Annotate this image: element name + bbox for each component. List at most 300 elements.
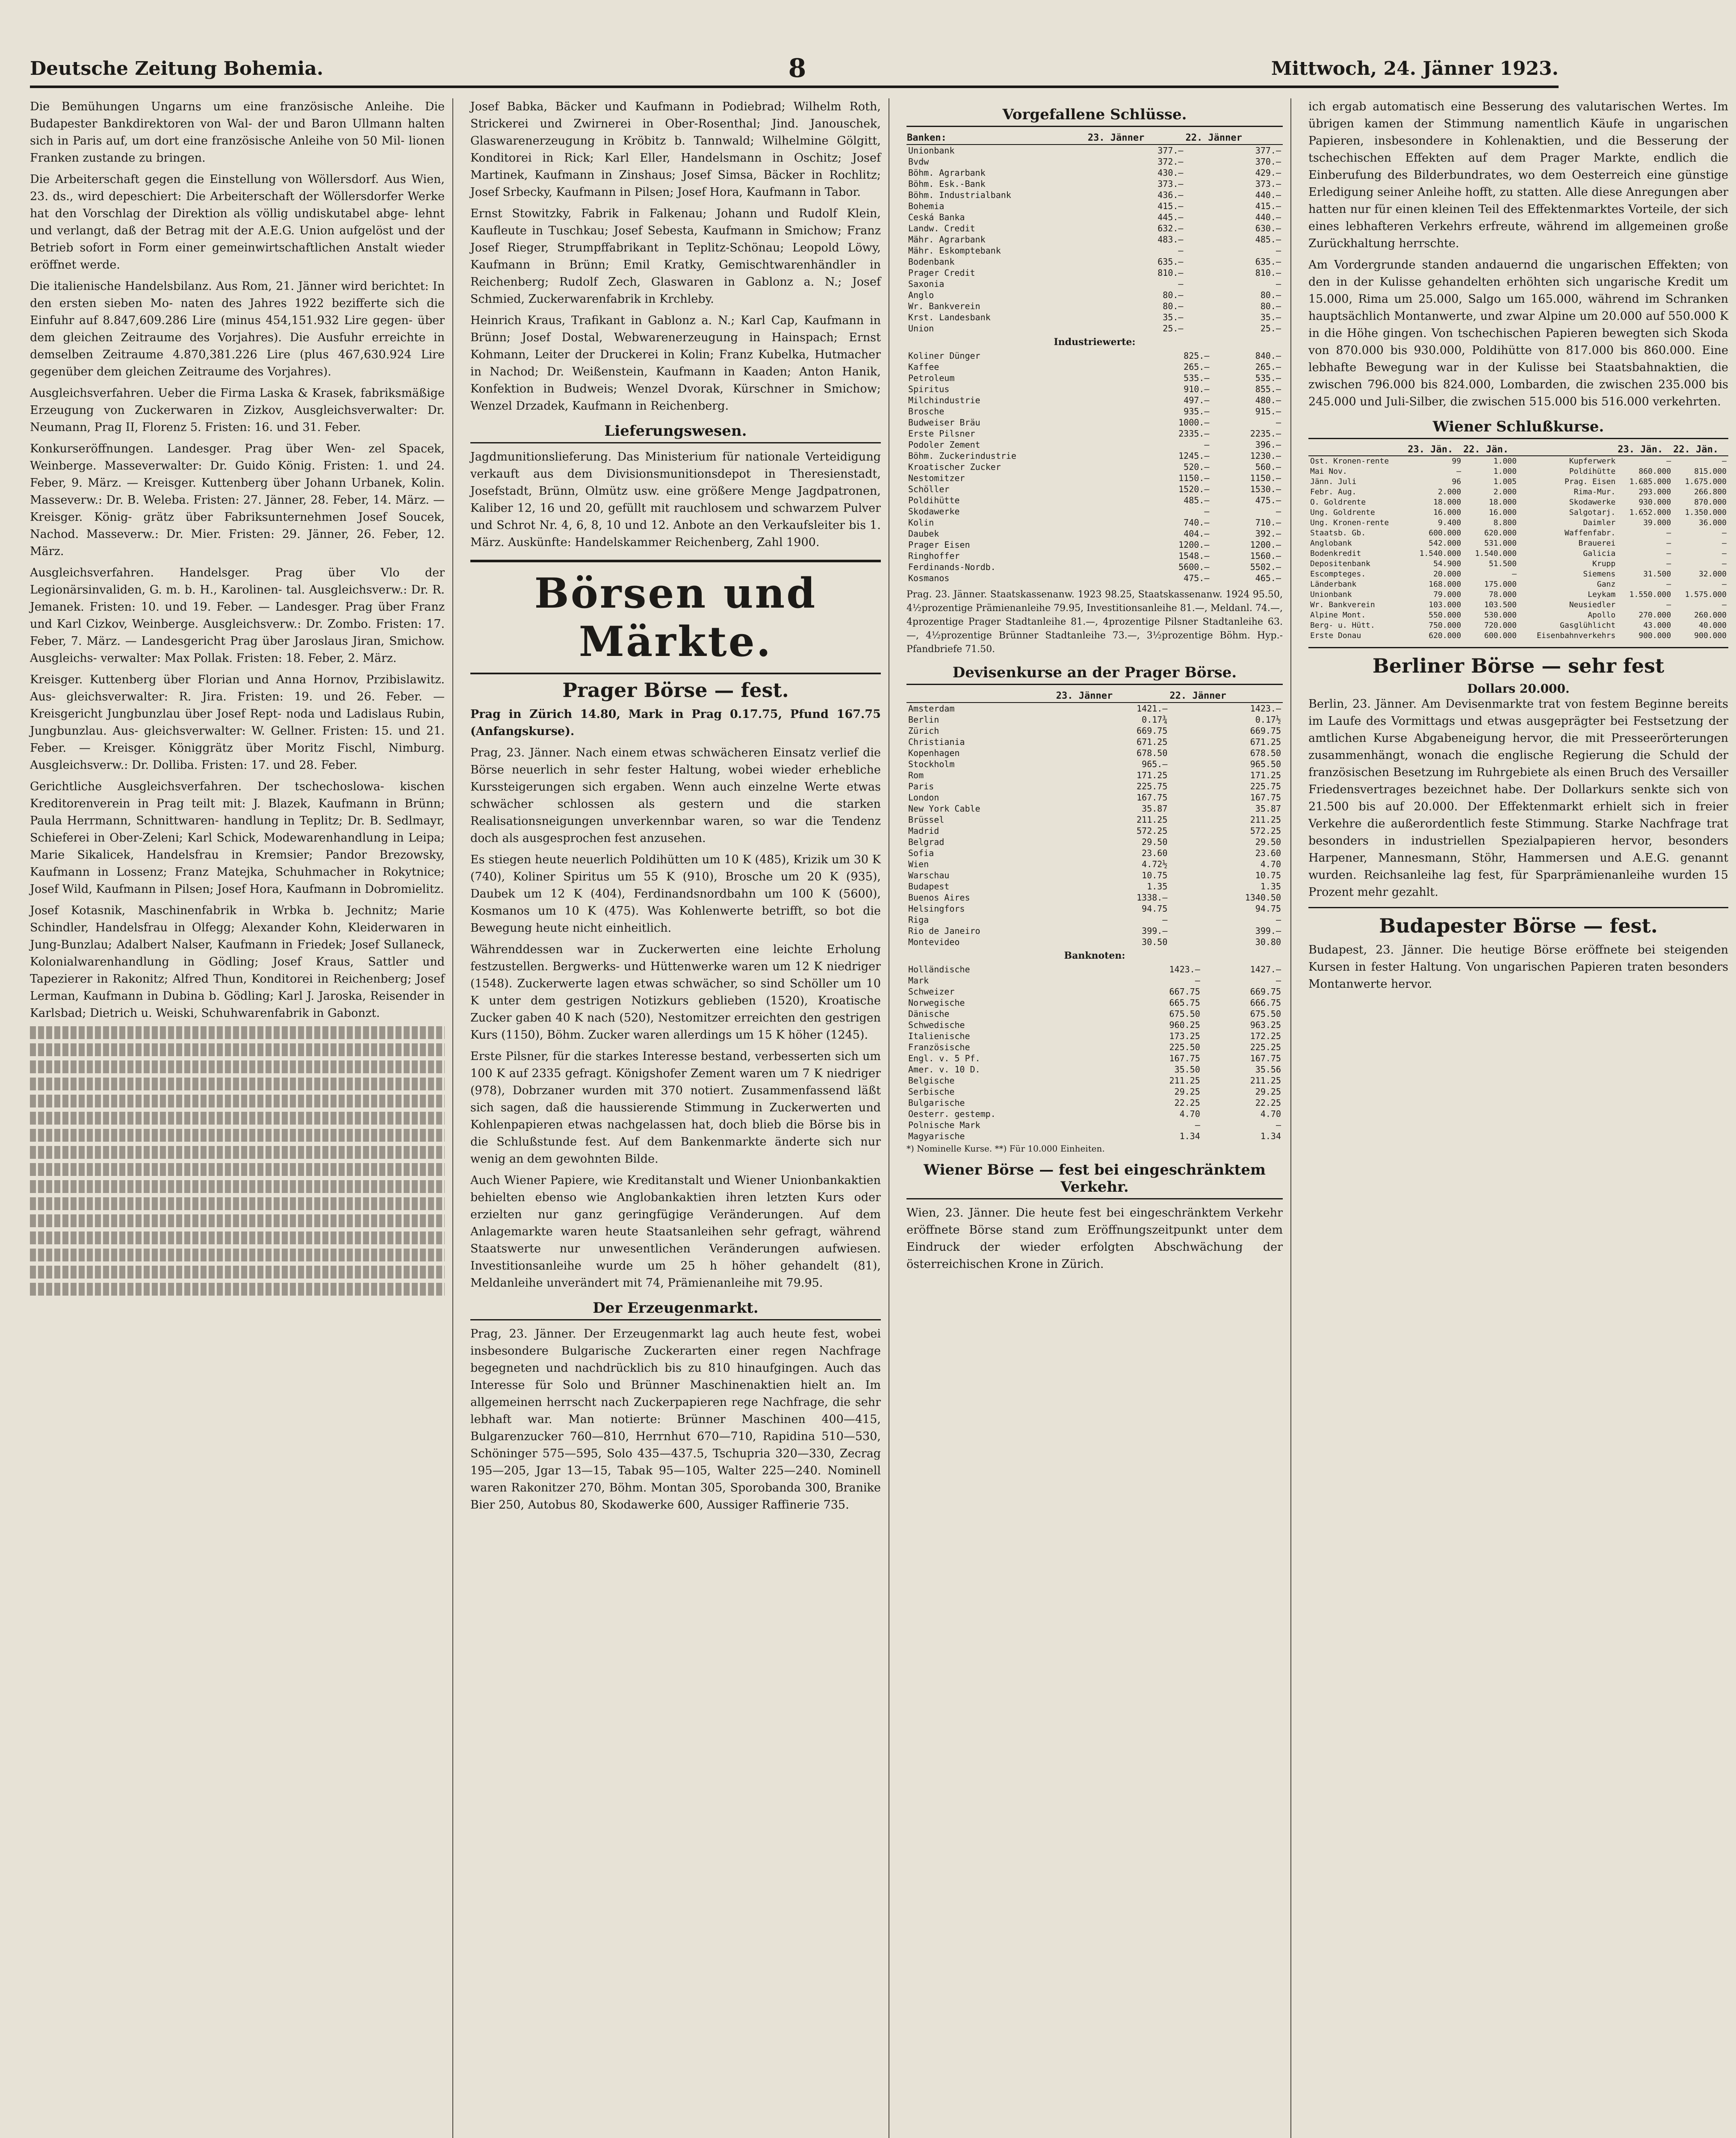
column-header xyxy=(1518,444,1617,456)
table-cell: 900.000 xyxy=(1694,631,1727,640)
table-cell: 870.000 xyxy=(1694,498,1727,507)
vienna-closing-row xyxy=(1308,610,1728,620)
article-paragraph: Am Vordergrunde standen andauernd die ungarischen Effekten; von den in der Kulisse gehandelten erhöhten sich ungarische Kredit um 15.000, Rima um 25.000, Salgo um 165.000, während im Schranken hauptsächlich Montanwerte, und zwar Alpine um 20.000 auf 550.000 K in die Höhe gingen. Von tschechischen Papieren bewegten sich Skoda von 870.000 bis 930.000, Poldihütte von 817.000 bis 860.000. Eine lebhafte Bewegung war in der Kulisse bei Staatsbahnaktien, die zwischen 796.000 bis 824.000, Lombarden, die zwischen 235.000 bis 245.000 und Juli-Silber, die zwischen 515.000 bis 516.000 verkehrten. xyxy=(1308,258,1728,408)
table-cell: Oesterr. gestemp. xyxy=(908,1109,996,1119)
table-cell: Ferdinands-Nordb. xyxy=(908,562,996,572)
article-paragraph: Die Bemühungen Ungarns um eine französische Anleihe. Die Budapester Bankdirektoren von Wal- der und Baron Ullmann halten sich in Paris auf, um dort eine französische Anleihe von 50 Mil- lionen Franken zustande zu bringen. xyxy=(30,100,445,165)
table-cell: 0.17¾ xyxy=(1142,715,1168,725)
table-cell: 635.— xyxy=(1157,257,1184,267)
table-cell: 80.— xyxy=(1260,290,1281,300)
vienna-closing-table xyxy=(1308,444,1728,641)
table-cell: 1.000 xyxy=(1493,467,1517,476)
table-cell: 5502.— xyxy=(1250,562,1281,572)
industry-row xyxy=(906,372,1283,384)
table-cell: 678.50 xyxy=(1137,748,1168,758)
article-paragraph: Ausgleichsverfahren. Ueber die Firma Laska & Krasek, fabriksmäßige Erzeugung von Zuckerwaren in Zizkov, Ausgleichsverwalter: Dr. Neumann, Prag II, Florenz 5. Fristen: 16. und 31. Feber. xyxy=(30,387,445,434)
table-cell: 175.000 xyxy=(1484,580,1517,589)
table-cell: — xyxy=(1722,539,1727,548)
prague-report-paragraph: Erste Pilsner, für die starkes Interesse bestand, verbesserten sich um 100 K auf 2335 gefragt. Königshofer Zement waren um 7 K niedriger (978), Dobrzaner wurden mit 370 notiert. Zusammenfassend läßt sich sagen, daß die haussierende Stimmung in Zuckerwerten und Kohlenpapieren etwas nachgelassen hat, doch blieb die Börse bis in die Schlußstunde fest. Auf dem Bankenmarkte änderte sich nur wenig an dem gewohnten Bilde. xyxy=(470,1050,881,1166)
table-cell: 23.60 xyxy=(1142,848,1168,858)
exchange-rate-row xyxy=(906,914,1283,925)
article-paragraph: Konkurseröffnungen. Landesger. Prag über Wen- zel Spacek, Weinberge. Masseverwalter: Dr. Guido König. Fristen: 1. und 24. Feber, 9. März. — Kreisger. Kuttenberg über Johann Urbanek, Kolin. Masseverw.: Dr. B. Weleba. Fristen: 27. Jänner, 28. Feber, 14. März. — Kreisger. König- grätz über Fabriksunternehmen Josef Soucek, Nachod. Masseverw.: Dr. Mier. Fristen: 29. Jänner, 26. Feber, 12. März. xyxy=(30,442,445,558)
exchange-rate-row xyxy=(906,714,1283,725)
table-cell: 377.— xyxy=(1157,145,1184,156)
table-cell: 620.000 xyxy=(1429,631,1461,640)
table-cell: 10.75 xyxy=(1142,870,1168,880)
industry-row xyxy=(906,450,1283,461)
table-cell: 43.000 xyxy=(1643,621,1671,630)
bank-row xyxy=(906,323,1283,334)
table-cell: 930.000 xyxy=(1639,498,1671,507)
table-cell: 225.50 xyxy=(1169,1042,1200,1052)
table-cell: Montevideo xyxy=(908,937,960,947)
banknote-row xyxy=(906,1042,1283,1053)
table-cell: 260.000 xyxy=(1694,611,1727,620)
article-paragraph: Die italienische Handelsbilanz. Aus Rom, 21. Jänner wird berichtet: In den ersten sieben Mo- naten des Jahres 1922 bezifferte sich die Einfuhr auf 8.847,609.286 Lire (minus 454,151.932 Lire gegen- über dem gleichen Zeitraume des Vorjahres). Die Ausfuhr erreichte in demselben Zeitraume 4.870,381.226 Lire (plus 467,630.924 Lire gegenüber dem gleichen Zeitraume des Vorjahres). xyxy=(30,280,445,378)
table-cell: 1.000 xyxy=(1493,457,1517,466)
industry-shares-table xyxy=(906,350,1283,584)
table-cell: Wien xyxy=(908,859,929,869)
table-cell: 35.56 xyxy=(1255,1064,1281,1075)
table-cell: Poldihütte xyxy=(1569,467,1616,476)
column-2 xyxy=(470,98,889,2138)
industry-row xyxy=(906,472,1283,484)
table-cell: Madrid xyxy=(908,826,939,836)
table-cell: Christiania xyxy=(908,737,965,747)
banknote-row xyxy=(906,1008,1283,1019)
notice-heading: Lieferungswesen. xyxy=(470,422,881,443)
closing-deals-heading: Vorgefallene Schlüsse. xyxy=(906,106,1283,127)
table-cell: Podoler Zement xyxy=(908,440,980,450)
table-cell: — xyxy=(1666,580,1671,589)
budapest-exchange-heading: Budapester Börse — fest. xyxy=(1379,914,1658,937)
table-cell: Paris xyxy=(908,781,934,791)
table-cell: — xyxy=(1275,975,1281,986)
table-cell: 840.— xyxy=(1255,351,1281,361)
industry-row xyxy=(906,528,1283,539)
banknote-row xyxy=(906,1108,1283,1119)
table-cell: Serbische xyxy=(908,1087,955,1097)
table-cell: Staatsb. Gb. xyxy=(1310,529,1366,537)
table-cell: 4.70 xyxy=(1260,1109,1281,1119)
table-cell: 9.400 xyxy=(1438,518,1461,527)
table-cell: 675.50 xyxy=(1169,1009,1200,1019)
column-header: 22. Jän. xyxy=(1673,444,1728,456)
table-cell: 40.000 xyxy=(1698,621,1727,630)
banknote-row xyxy=(906,1064,1283,1075)
column-4-articles xyxy=(1308,98,1728,410)
table-cell: Schöller xyxy=(908,484,950,494)
table-cell: 1.34 xyxy=(1179,1131,1200,1141)
table-cell: Koliner Dünger xyxy=(908,351,980,361)
table-cell: 429.— xyxy=(1255,168,1281,178)
table-cell: 1338.— xyxy=(1137,892,1168,903)
banknote-row xyxy=(906,1031,1283,1042)
table-cell: 860.000 xyxy=(1639,467,1671,476)
table-cell: 1423.— xyxy=(1169,964,1200,975)
table-cell: Bohemia xyxy=(908,201,945,211)
table-cell: 266.800 xyxy=(1694,487,1727,496)
table-cell: 396.— xyxy=(1255,440,1281,450)
prague-report-paragraph: Es stiegen heute neuerlich Poldihütten um 10 K (485), Krizik um 30 K (740), Koliner Spiritus um 55 K (910), Brosche um 20 K (935), Daubek um 12 K (404), Ferdinandsnordbahn um 100 K (5600), Kosmanos um 10 K (475). Was Kohlenwerte betrifft, so bot die Bewegung heute nicht einheitlich. xyxy=(470,853,881,935)
table-cell: 29.25 xyxy=(1255,1087,1281,1097)
table-cell: Kupferwerk xyxy=(1569,457,1616,466)
table-cell: 440.— xyxy=(1255,190,1281,200)
table-cell: Ung. Kronen-rente xyxy=(1310,518,1389,527)
table-cell: 572.25 xyxy=(1250,826,1281,836)
bank-row xyxy=(906,145,1283,156)
bank-row xyxy=(906,156,1283,167)
banknotes-footnote: *) Nominelle Kurse. **) Für 10.000 Einheiten. xyxy=(906,1143,1105,1154)
table-cell: Landw. Credit xyxy=(908,223,975,233)
exchange-rate-row xyxy=(906,881,1283,892)
table-cell: Jänn. Juli xyxy=(1310,477,1357,486)
industry-row xyxy=(906,573,1283,584)
table-cell: Rom xyxy=(908,770,924,780)
table-cell: Helsingfors xyxy=(908,904,965,914)
table-cell: Engl. v. 5 Pf. xyxy=(908,1053,980,1063)
table-cell: 480.— xyxy=(1255,395,1281,405)
table-cell: 51.500 xyxy=(1488,559,1517,568)
article-paragraph: Josef Babka, Bäcker und Kaufmann in Podiebrad; Wilhelm Roth, Strickerei und Zwirnerei in Ober-Rosenthal; Jind. Janouschek, Glaswarenerzeugung in Kröbitz b. Tannwald; Wilhelmine Gölgitt, Konditorei in Rick; Karl Eller, Handelsmann in Oschitz; Josef Martinek, Kaufmann in Zinshaus; Josef Simsa, Bäcker in Rochlitz; Josef Srbecky, Kaufmann in Pilsen; Josef Hora, Kaufmann in Tabor. xyxy=(470,100,881,199)
table-cell: — xyxy=(1456,467,1461,476)
table-cell: Mai Nov. xyxy=(1310,467,1347,476)
table-cell: 373.— xyxy=(1255,179,1281,189)
table-cell: Mähr. Eskomptebank xyxy=(908,245,1001,256)
table-cell: 740.— xyxy=(1184,517,1210,528)
table-cell: 373.— xyxy=(1157,179,1184,189)
article-paragraph: Gerichtliche Ausgleichsverfahren. Der tschechoslowa- kischen Kreditorenverein in Prag teilt mit: J. Blazek, Kaufmann in Brünn; Paula Herrmann, Schnittwaren- handlung in Teplitz; Dr. B. Sedlmayr, Schieferei in Ober-Zeleni; Karl Schick, Modewarenhandlung in Leipa; Marie Sikalicek, Handelsfrau in Kremsier; Pandor Brezowsky, Kaufmann in Lossenz; Franz Matejka, Schuhmacher in Rokytnice; Josef Wild, Kaufmann in Pilsen; Josef Hora, Kaufmann in Dobromielitz. xyxy=(30,780,445,896)
table-cell: 2235.— xyxy=(1250,428,1281,439)
column-1-continued-text xyxy=(30,1026,445,1296)
industry-row xyxy=(906,539,1283,550)
table-cell: 211.25 xyxy=(1250,1075,1281,1086)
bank-row xyxy=(906,312,1283,323)
table-cell: 370.— xyxy=(1255,157,1281,167)
table-cell: Leykam xyxy=(1588,590,1616,599)
vienna-closing-row xyxy=(1308,487,1728,497)
table-cell: 710.— xyxy=(1255,517,1281,528)
table-cell: — xyxy=(1722,600,1727,609)
bank-shares-table xyxy=(906,132,1283,334)
industry-row xyxy=(906,350,1283,361)
table-cell: 1560.— xyxy=(1250,551,1281,561)
table-cell: 265.— xyxy=(1184,362,1210,372)
industry-row xyxy=(906,439,1283,450)
table-cell: Kosmanos xyxy=(908,573,950,583)
table-cell: 1200.— xyxy=(1178,540,1210,550)
table-cell: 720.000 xyxy=(1484,621,1517,630)
vienna-closing-row xyxy=(1308,538,1728,549)
table-cell: 293.000 xyxy=(1639,487,1671,496)
table-cell: London xyxy=(908,792,939,803)
banknote-row xyxy=(906,986,1283,997)
table-cell: Warschau xyxy=(908,870,950,880)
vienna-closing-row xyxy=(1308,590,1728,600)
bank-row xyxy=(906,223,1283,234)
prague-exchange-heading: Prager Börse — fest. xyxy=(562,679,789,702)
table-cell: 211.25 xyxy=(1169,1075,1200,1086)
table-cell: 810.— xyxy=(1157,268,1184,278)
article-paragraph: Ausgleichsverfahren. Handelsger. Prag über Vlo der Legionärsinvaliden, G. m. b. H., Karolinen- tal. Ausgleichsverw.: Dr. R. Jemanek. Fristen: 10. und 19. Feber. — Landesger. Prag über Franz und Karl Cizkov, Weinberge. Ausgleichsverw.: Dr. Zombo. Fristen: 17. Feber, 7. März. — Landesgericht Prag über Jaroslaus Jiran, Smichow. Ausgleichs- verwalter: Max Pollak. Fristen: 18. Feber, 2. März. xyxy=(30,566,445,665)
table-cell: Prag. Eisen xyxy=(1565,477,1616,486)
vienna-closing-row xyxy=(1308,569,1728,579)
article-paragraph: ich ergab automatisch eine Besserung des valutarischen Wertes. Im übrigen kamen der Stimmung namentlich Käufe in ungarischen Papieren, insbesondere in Kohlenaktien, und die Besserung der tschechischen Effekten auf dem Prager Markte, endlich die Einberufung des Bilderbundrates, wo dem Oesterreich eine günstige Erledigung seiner Anleihe hofft, zu statten. Alle diese Anregungen aber hatten nur für einen kleinen Teil des Effektenmarktes Vorteile, der sich eines lebhafteren Verkehrs erfreute, während im allgemeinen große Zurückhaltung herrschte. xyxy=(1308,100,1728,250)
table-cell: Böhm. Zuckerindustrie xyxy=(908,451,1016,461)
table-cell: 29.50 xyxy=(1142,837,1168,847)
markets-heading: Börsen und Märkte. xyxy=(470,560,881,674)
table-cell: Prager Credit xyxy=(908,268,975,278)
table-cell: 4.70 xyxy=(1260,859,1281,869)
exchange-rate-row xyxy=(906,770,1283,781)
produce-market-report: Prag, 23. Jänner. Der Erzeugenmarkt lag auch heute fest, wobei insbesondere Bulgarische Zuckerarten einer regen Nachfrage begegneten und nachdrücklich bis zu 810 hinaufgingen. Auch das Interesse für Solo und Brünner Maschinenaktien hielt an. Im allgemeinen herrscht nach Zuckerpapieren rege Nachfrage, die sehr lebhaft war. Man notierte: Brünner Maschinen 400—415, Bulgarenzucker 760—810, Herrnhut 670—710, Rapidina 510—530, Schöninger 575—595, Solo 435—437.5, Tschupria 320—330, Zecrag 195—205, Jgar 13—15, Tabak 95—105, Walter 225—240. Nominell waren Rakonitzer 270, Böhm. Montan 305, Sporobanda 300, Branike Bier 250, Autobus 80, Skodawerke 600, Aussiger Raffinerie 735. xyxy=(470,1327,881,1512)
vienna-exchange-heading: Wiener Börse — fest bei eingeschränktem Verkehr. xyxy=(906,1161,1283,1199)
masthead xyxy=(30,51,1559,88)
table-cell: Milchindustrie xyxy=(908,395,980,405)
table-cell: Italienische xyxy=(908,1031,970,1041)
prague-report xyxy=(470,744,881,1292)
prague-report-paragraph: Prag, 23. Jänner. Nach einem etwas schwächeren Einsatz verlief die Börse neuerlich in sehr fester Haltung, wobei wieder erhebliche Kurssteigerungen sich ergaben. Wenn auch einzelne Werte etwas schwächer schlossen als gestern und die starken Realisationsneigungen unverkennbar waren, so war die Tendenz doch als ausgesprochen fest anzusehen. xyxy=(470,746,881,845)
bank-row xyxy=(906,289,1283,301)
banknote-row xyxy=(906,1053,1283,1064)
vienna-closing-row xyxy=(1308,467,1728,477)
table-cell: 377.— xyxy=(1255,145,1281,156)
prague-report-paragraph: Auch Wiener Papiere, wie Kreditanstalt und Wiener Unionbankaktien behielten ebenso wie Anglobankaktien ihren letzten Kurs oder erzielten nur ganz geringfügige Veränderungen. Auf dem Anlagemarkte waren heute Staatsanleihen sehr gefragt, während Staatswerte nur unwesentlichen Veränderungen aufwiesen. Investitionsanleihe wurde um 25 h höher gehandelt (81), Meldanleihe unverändert mit 74, Prämienanleihe mit 79.95. xyxy=(470,1174,881,1290)
table-cell: 23.60 xyxy=(1255,848,1281,858)
table-cell: 430.— xyxy=(1157,168,1184,178)
table-cell: 4.70 xyxy=(1179,1109,1200,1119)
table-cell: 497.— xyxy=(1184,395,1210,405)
table-cell: 1520.— xyxy=(1178,484,1210,494)
table-cell: 531.000 xyxy=(1484,539,1517,548)
table-cell: Polnische Mark xyxy=(908,1120,980,1130)
bank-row xyxy=(906,245,1283,256)
industry-row xyxy=(906,495,1283,506)
table-cell: 1.675.000 xyxy=(1685,477,1727,486)
table-cell: Ganz xyxy=(1597,580,1616,589)
table-cell: — xyxy=(1666,529,1671,537)
table-cell: Erste Pilsner xyxy=(908,428,975,439)
table-cell: — xyxy=(1178,245,1184,256)
table-cell: 167.75 xyxy=(1250,1053,1281,1063)
article-paragraph: Kreisger. Kuttenberg über Florian und Anna Hornov, Przibislawitz. Aus- gleichsverwalter: R. Jira. Fristen: 19. und 26. Feber. — Kreisgericht Jungbunzlau über Josef Rept- noda und Ladislaus Rubin, Jungbunzlau. Aus- gleichsverwalter: W. Gellner. Fristen: 15. und 21. Feber. — Kreisger. Königgrätz über Moritz Fischl, Nimburg. Ausgleichsverw.: Dr. Dolliba. Fristen: 17. und 28. Feber. xyxy=(30,673,445,772)
article-paragraph: Heinrich Kraus, Trafikant in Gablonz a. N.; Karl Cap, Kaufmann in Brünn; Josef Dostal, Webwarenerzeugung in Hainspach; Ernst Kohmann, Leiter der Druckerei in Kolin; Franz Kubelka, Hutmacher in Nachod; Dr. Weißenstein, Kaufmann in Kaaden; Anton Hanik, Konfektion in Budweis; Wenzel Dvorak, Kürschner in Smichow; Wenzel Drzadek, Kaufmann in Reichenberg. xyxy=(470,314,881,413)
table-cell: Spiritus xyxy=(908,384,950,394)
banknote-row xyxy=(906,997,1283,1008)
table-cell: 35.87 xyxy=(1255,803,1281,814)
exchange-rate-row xyxy=(906,814,1283,825)
table-cell: 436.— xyxy=(1157,190,1184,200)
table-cell: Anglobank xyxy=(1310,539,1352,548)
table-cell: 36.000 xyxy=(1698,518,1727,527)
table-cell: 80.— xyxy=(1163,290,1184,300)
industry-row xyxy=(906,461,1283,472)
exchange-rates-heading: Devisenkurse an der Prager Börse. xyxy=(906,664,1283,685)
table-cell: 666.75 xyxy=(1250,998,1281,1008)
table-cell: Wr. Bankverein xyxy=(908,301,980,311)
table-cell: 1427.— xyxy=(1250,964,1281,975)
table-cell: 415.— xyxy=(1157,201,1184,211)
table-cell: 404.— xyxy=(1184,529,1210,539)
table-cell: 99 xyxy=(1452,457,1461,466)
table-cell: 632.— xyxy=(1157,223,1184,233)
table-cell: Rima-Mur. xyxy=(1574,487,1616,496)
table-cell: Schweizer xyxy=(908,986,955,997)
banknote-row xyxy=(906,975,1283,986)
table-cell: 1245.— xyxy=(1178,451,1210,461)
table-cell: 39.000 xyxy=(1643,518,1671,527)
exchange-rate-row xyxy=(906,759,1283,770)
table-cell: 392.— xyxy=(1255,529,1281,539)
table-cell: 172.25 xyxy=(1250,1031,1281,1041)
table-cell: 8.800 xyxy=(1493,518,1517,527)
column-2-articles xyxy=(470,98,881,415)
table-cell: Sofia xyxy=(908,848,934,858)
table-cell: 1421.— xyxy=(1137,703,1168,714)
exchange-rate-row xyxy=(906,825,1283,836)
table-cell: 25.— xyxy=(1163,323,1184,334)
table-cell: 372.— xyxy=(1157,157,1184,167)
table-cell: 1.34 xyxy=(1260,1131,1281,1141)
table-cell: Böhm. Agrarbank xyxy=(908,168,986,178)
table-cell: Böhm. Industrialbank xyxy=(908,190,1011,200)
column-header: 23. Jän. xyxy=(1617,444,1673,456)
table-cell: Waffenfabr. xyxy=(1565,529,1616,537)
table-cell: 35.— xyxy=(1163,312,1184,322)
table-cell: — xyxy=(1722,559,1727,568)
table-cell: 671.25 xyxy=(1250,737,1281,747)
table-cell: Zürich xyxy=(908,726,939,736)
table-cell: 22.25 xyxy=(1174,1098,1200,1108)
berlin-exchange-heading: Berliner Börse — sehr fest xyxy=(1372,654,1665,677)
column-1 xyxy=(30,98,453,2138)
table-cell: 550.000 xyxy=(1429,611,1461,620)
table-cell: 535.— xyxy=(1184,373,1210,383)
banknote-row xyxy=(906,1097,1283,1108)
table-cell: Krst. Landesbank xyxy=(908,312,991,322)
table-cell: 16.000 xyxy=(1433,508,1461,517)
table-cell: Brüssel xyxy=(908,815,945,825)
table-cell: 211.25 xyxy=(1137,815,1168,825)
article-paragraph: Josef Kotasnik, Maschinenfabrik in Wrbka b. Jechnitz; Marie Schindler, Handelsfrau in Olfegg; Alexander Kohn, Kleiderwaren in Jung-Bunzlau; Adalbert Nalser, Kaufmann in Friedek; Josef Sullaneck, Kolonialwarenhandlung in Gödling; Josef Kraus, Sattler und Tapezierer in Rakonitz; Alfred Thun, Konditorei in Reichenberg; Josef Lerman, Kaufmann in Dubina b. Gödling; Karl J. Jaroska, Reisender in Karlsbad; Dietrich u. Weiski, Schuhwarenfabrik in Gabonzt. xyxy=(30,904,445,1020)
table-cell: 935.— xyxy=(1184,406,1210,416)
table-cell: Riga xyxy=(908,915,929,925)
table-cell: 1230.— xyxy=(1250,451,1281,461)
column-3 xyxy=(906,98,1291,2138)
table-cell: 1.685.000 xyxy=(1629,477,1671,486)
banknote-row xyxy=(906,964,1283,975)
table-cell: — xyxy=(1722,549,1727,558)
exchange-rates-table xyxy=(906,690,1283,948)
table-cell: Depositenbank xyxy=(1310,559,1370,568)
bank-row xyxy=(906,278,1283,289)
table-cell: O. Goldrente xyxy=(1310,498,1366,507)
table-cell: 25.— xyxy=(1260,323,1281,334)
table-cell: 94.75 xyxy=(1255,904,1281,914)
table-cell: 825.— xyxy=(1184,351,1210,361)
table-cell: Kaffee xyxy=(908,362,939,372)
vienna-closing-row xyxy=(1308,600,1728,610)
industry-row xyxy=(906,384,1283,395)
table-cell: Länderbank xyxy=(1310,580,1357,589)
paper-name: Deutsche Zeitung Bohemia. xyxy=(30,57,324,80)
table-cell: 810.— xyxy=(1255,268,1281,278)
table-cell: Siemens xyxy=(1583,570,1616,579)
table-cell: 94.75 xyxy=(1142,904,1168,914)
table-cell: 520.— xyxy=(1184,462,1210,472)
vienna-closing-row xyxy=(1308,497,1728,508)
bank-row xyxy=(906,178,1283,189)
industry-row xyxy=(906,484,1283,495)
column-header: 22. Jänner xyxy=(1169,690,1283,703)
table-cell: 1.350.000 xyxy=(1685,508,1727,517)
table-cell: 211.25 xyxy=(1250,815,1281,825)
banknotes-table xyxy=(906,964,1283,1142)
table-cell: Amer. v. 10 D. xyxy=(908,1064,980,1075)
banknote-row xyxy=(906,1086,1283,1097)
table-cell: 30.80 xyxy=(1255,937,1281,947)
table-cell: 22.25 xyxy=(1255,1098,1281,1108)
table-cell: Bodenbank xyxy=(908,257,955,267)
industry-row xyxy=(906,361,1283,372)
column-header: 22. Jän. xyxy=(1463,444,1518,456)
table-cell: Holländische xyxy=(908,964,970,975)
table-cell: Buenos Aires xyxy=(908,892,970,903)
table-cell: 530.000 xyxy=(1484,611,1517,620)
table-cell: Stockholm xyxy=(908,759,955,769)
table-cell: Galicia xyxy=(1583,549,1616,558)
table-cell: Prager Eisen xyxy=(908,540,970,550)
table-cell: 265.— xyxy=(1255,362,1281,372)
table-cell: Mähr. Agrarbank xyxy=(908,234,986,245)
banknotes-heading: Banknoten: xyxy=(1064,950,1125,961)
table-cell: 620.000 xyxy=(1484,529,1517,537)
table-cell: Saxonia xyxy=(908,279,945,289)
vienna-closing-row xyxy=(1308,579,1728,590)
table-cell: — xyxy=(1666,539,1671,548)
column-header: 23. Jän. xyxy=(1407,444,1463,456)
table-cell: 54.900 xyxy=(1433,559,1461,568)
vienna-closing-row xyxy=(1308,456,1728,467)
table-cell: — xyxy=(1666,549,1671,558)
table-cell: Rio de Janeiro xyxy=(908,926,980,936)
table-cell: 225.75 xyxy=(1250,781,1281,791)
table-cell: 671.25 xyxy=(1137,737,1168,747)
table-cell: 1423.— xyxy=(1250,703,1281,714)
bank-row xyxy=(906,256,1283,267)
column-1-articles xyxy=(30,98,445,1022)
table-cell: 32.000 xyxy=(1698,570,1727,579)
table-cell: 1.35 xyxy=(1147,881,1168,892)
table-cell: Erste Donau xyxy=(1310,631,1361,640)
exchange-rate-row xyxy=(906,859,1283,870)
table-cell: 4.72½ xyxy=(1142,859,1168,869)
table-cell: Berlin xyxy=(908,715,939,725)
column-header: 23. Jänner xyxy=(1056,690,1169,703)
exchange-rate-row xyxy=(906,803,1283,814)
table-cell: Union xyxy=(908,323,934,334)
table-cell: Belgische xyxy=(908,1075,955,1086)
table-cell: Magyarische xyxy=(908,1131,965,1141)
table-cell: 963.25 xyxy=(1250,1020,1281,1030)
industry-row xyxy=(906,417,1283,428)
industry-heading: Industriewerte: xyxy=(1054,337,1136,348)
table-cell: 483.— xyxy=(1157,234,1184,245)
table-cell: 635.— xyxy=(1255,257,1281,267)
table-cell: Nestomitzer xyxy=(908,473,965,483)
table-cell: Skodawerke xyxy=(1569,498,1616,507)
table-cell: Kolin xyxy=(908,517,934,528)
